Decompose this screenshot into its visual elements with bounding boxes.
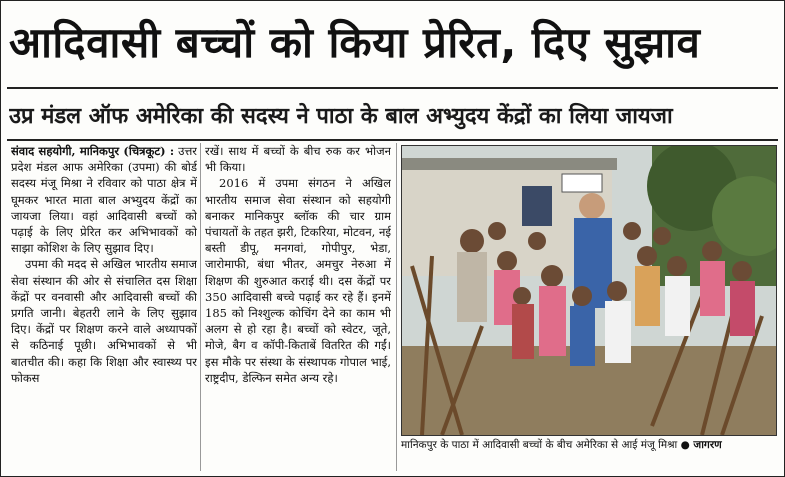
paragraph-text: उत्तर प्रदेश मंडल आफ अमेरिका (उपमा) की बोर्ड सदस्य मंजू मिश्रा ने रविवार को पाठा क्षेत्र में घूमकर भारत माता बाल अभ्युदय केंद्रों का जायजा लिया। वहां आदिवासी बच्चों को पढ़ाई के लिए प्रेरित कर अभिभावकों को साझा कोशिश के लिए सुझाव दिए।: [11, 144, 197, 256]
article-column-1: [11, 143, 197, 473]
article-paragraph: 2016 में उपमा संगठन ने अखिल भारतीय समाज सेवा संस्थान को सहयोगी बनाकर मानिकपुर ब्लॉक की चार ग्राम पंचायतों के तहत झरी, टिकरिया, मोटवन, नई बस्ती डीपू, मनगवां, गोपीपुर, भेडा, जारोमाफी, बंधा भीतर, अमचुर नेरुआ में शिक्षण की शुरुआत कराई थी। दस केंद्रों पर 350 आदिवासी बच्चे पढ़ाई कर रहे हैं। इनमें 185 को निश्शुल्क कोचिंग देने का काम भी अलग से हो रहा है। बच्चों को स्वेटर, जूते, मोजे, बैग व कॉपी-किताबें वितरित की गईं। इस मौके पर संस्था के संस्थापक गोपाल भाई, राष्ट्रदीप, डेल्फिन समेत अन्य रहे।: [205, 176, 391, 385]
subheadline-rule: [7, 139, 778, 141]
building-roof: [402, 158, 617, 170]
caption-text: मानिकपुर के पाठा में आदिवासी बच्चों के बीच अमेरिका से आई मंजू मिश्रा: [401, 439, 678, 451]
headline-rule: [7, 87, 778, 89]
building-door: [522, 186, 552, 226]
article-paragraph: [11, 143, 197, 256]
news-photo: [401, 145, 777, 436]
subheadline: उप्र मंडल ऑफ अमेरिका की सदस्य ने पाठा के बाल अभ्युदय केंद्रों का लिया जायजा: [9, 104, 673, 129]
byline: संवाद सहयोगी, मानिकपुर (चित्रकूट) :: [11, 144, 175, 158]
column-divider: [396, 143, 397, 471]
signboard: [562, 174, 602, 192]
article-paragraph: उपमा की मदद से अखिल भारतीय समाज सेवा संस्थान की ओर से संचालित दस शिक्षा केंद्रों पर वनवासी और आदिवासी बच्चों की प्रगति जानी। बेहतरी लाने के लिए सुझाव दिए। केंद्रों पर शिक्षण करने वाले अध्यापकों से कठिनाई पूछी। अभिभावकों से भी बातचीत की। कहा कि शिक्षा और स्वास्थ्य पर फोकस: [11, 257, 197, 385]
photo-caption: [401, 436, 777, 454]
photo-credit: ● जागरण: [680, 439, 722, 451]
photo-illustration: [402, 146, 776, 435]
article-column-2: [205, 143, 391, 473]
article-paragraph: रखें। साथ में बच्चों के बीच रुक कर भोजन भी किया।: [205, 144, 391, 175]
column-divider: [200, 143, 201, 471]
headline: आदिवासी बच्चों को किया प्रेरित, दिए सुझाव: [9, 18, 701, 67]
